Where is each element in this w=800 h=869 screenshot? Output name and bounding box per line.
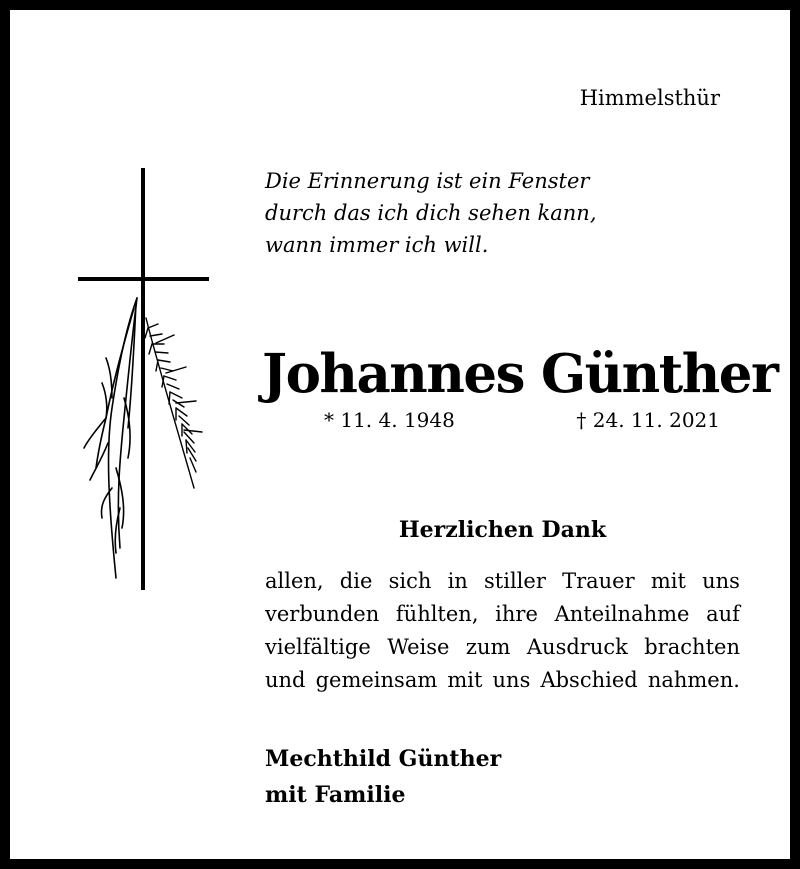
word: Weise <box>387 635 450 659</box>
poem-line: Die Erinnerung ist ein Fenster <box>265 169 590 193</box>
word: auf <box>706 602 740 626</box>
word: zum <box>465 635 511 659</box>
word: und <box>265 668 306 692</box>
thanks-line <box>265 565 740 598</box>
word: die <box>339 569 373 593</box>
birth-date: * 11. 4. 1948 <box>324 408 455 432</box>
death-date: † 24. 11. 2021 <box>576 408 720 432</box>
word: fühlten, <box>395 602 479 626</box>
thanks-text <box>265 565 740 697</box>
signature-family: mit Familie <box>265 782 406 808</box>
word: uns <box>492 668 531 692</box>
deceased-name: Johannes Günther <box>262 343 778 405</box>
word: Anteilnahme <box>554 602 690 626</box>
word: ihre <box>495 602 538 626</box>
poem-line: wann immer ich will. <box>265 233 489 257</box>
word: brachten <box>644 635 740 659</box>
word: allen, <box>265 569 324 593</box>
word: vielfältige <box>265 635 371 659</box>
word: uns <box>702 569 740 593</box>
word: gemeinsam <box>315 668 438 692</box>
word: in <box>447 569 468 593</box>
word: nahmen. <box>647 668 740 692</box>
thanks-line <box>265 631 740 664</box>
word: stiller <box>484 569 546 593</box>
word: Ausdruck <box>526 635 628 659</box>
word: Abschied <box>540 668 638 692</box>
poem-line: durch das ich dich sehen kann, <box>265 201 597 225</box>
word: sich <box>388 569 432 593</box>
memorial-poem <box>265 165 735 261</box>
thanks-line <box>265 598 740 631</box>
thanks-heading: Herzlichen Dank <box>398 517 607 543</box>
signature <box>265 741 501 813</box>
word: mit <box>650 569 686 593</box>
thanks-line <box>265 664 740 697</box>
life-dates <box>324 408 720 432</box>
word: verbunden <box>265 602 380 626</box>
word: Trauer <box>562 569 635 593</box>
location: Himmelsthür <box>579 86 720 110</box>
word: mit <box>447 668 483 692</box>
signature-name: Mechthild Günther <box>265 746 502 772</box>
